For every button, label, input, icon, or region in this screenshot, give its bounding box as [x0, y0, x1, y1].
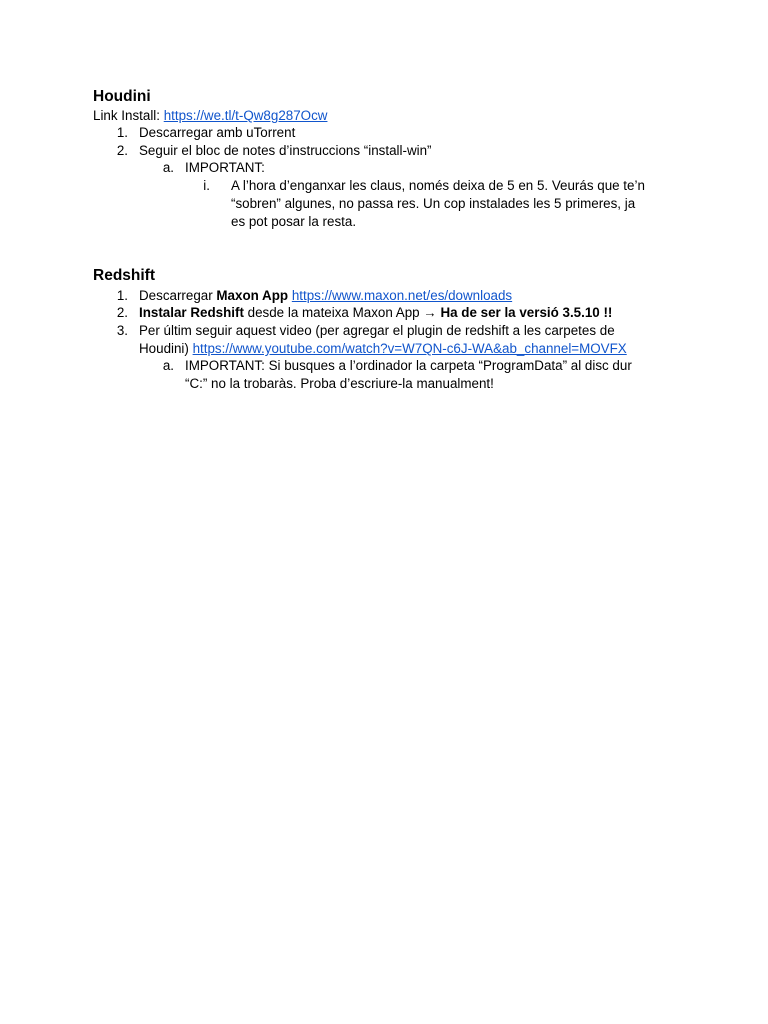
list-marker: 1. [116, 288, 128, 303]
list-marker: i. [203, 178, 210, 193]
youtube-video-link[interactable]: https://www.youtube.com/watch?v=W7QN-c6J-WA&ab_channel=MOVFX [192, 341, 627, 356]
maxon-downloads-link[interactable]: https://www.maxon.net/es/downloads [291, 288, 513, 303]
houdini-item-2: Seguir el bloc de notes d’instruccions “install-win” [139, 143, 432, 158]
houdini-heading: Houdini [93, 88, 151, 105]
item-text: desde la mateixa Maxon App → [243, 305, 441, 320]
item-text: Descarregar [139, 288, 217, 303]
item-text: Houdini) [139, 341, 193, 356]
maxon-app-label: Maxon App [216, 288, 289, 303]
redshift-heading: Redshift [93, 267, 155, 284]
redshift-item-1 [139, 287, 512, 305]
redshift-item-3-line-1: Per últim seguir aquest video (per agregar el plugin de redshift a les carpetes de [139, 323, 615, 338]
list-marker: 2. [116, 143, 128, 158]
redshift-item-2 [139, 304, 612, 322]
redshift-item-3-line-2 [139, 340, 627, 358]
houdini-note-line: “sobren” algunes, no passa res. Un cop instalades les 5 primeres, ja [231, 196, 636, 211]
link-install-label: Link Install: [93, 108, 164, 123]
redshift-note-line: IMPORTANT: Si busques a l’ordinador la carpeta “ProgramData” al disc dur [185, 358, 632, 373]
houdini-install-link[interactable]: https://we.tl/t-Qw8g287Ocw [163, 108, 328, 123]
list-marker: 1. [116, 125, 128, 140]
houdini-item-1: Descarregar amb uTorrent [139, 125, 296, 140]
redshift-note-line: “C:” no la trobaràs. Proba d’escriure-la manualment! [185, 376, 494, 391]
install-redshift-label: Instalar Redshift [139, 305, 244, 320]
list-marker: 2. [116, 305, 128, 320]
houdini-note-line: es pot posar la resta. [231, 214, 357, 229]
list-marker: 3. [116, 323, 128, 338]
houdini-link-line [93, 107, 327, 125]
houdini-important-label: IMPORTANT: [185, 160, 265, 175]
list-marker: a. [162, 358, 174, 373]
version-warning: Ha de ser la versió 3.5.10 !! [440, 305, 613, 320]
houdini-note-line: A l’hora d’enganxar les claus, només deixa de 5 en 5. Veurás que te’n [231, 178, 645, 193]
list-marker: a. [162, 160, 174, 175]
